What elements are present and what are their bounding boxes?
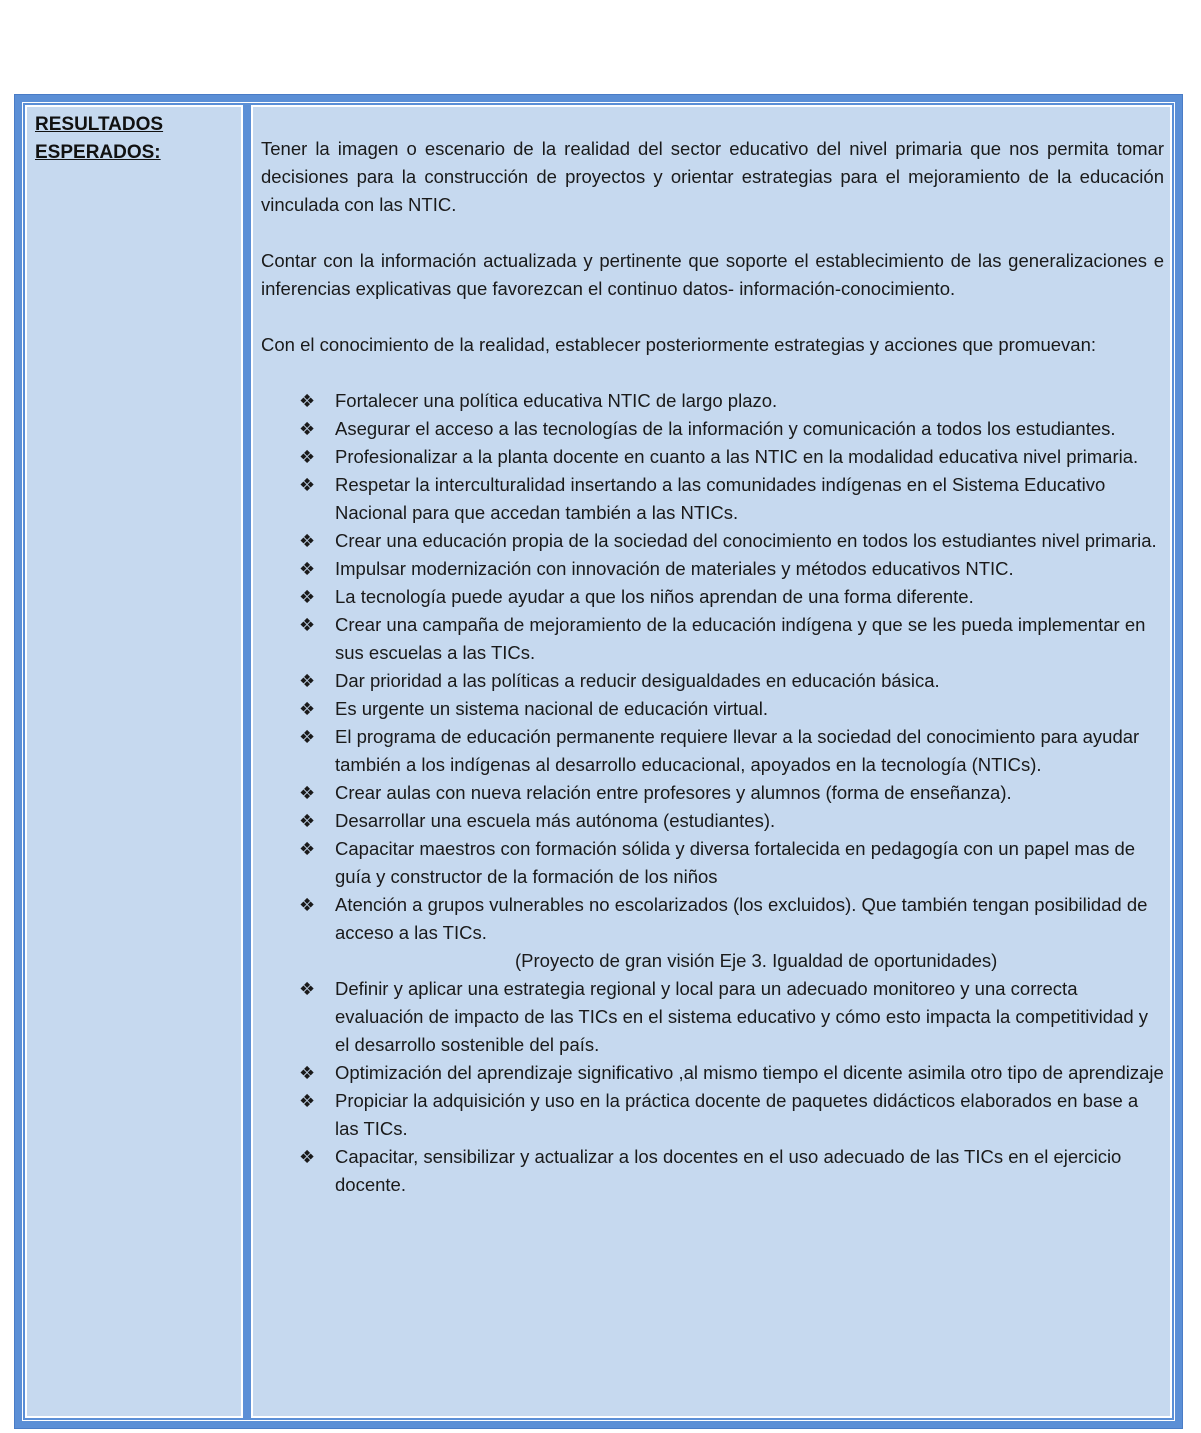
list-item	[261, 975, 1164, 1059]
section-label-line-1: RESULTADOS	[35, 114, 164, 135]
list-item	[261, 1143, 1164, 1199]
diamond-bullet-icon: ❖	[299, 531, 316, 551]
diamond-bullet-icon: ❖	[299, 419, 316, 439]
list-item	[261, 1059, 1164, 1087]
paragraph: Tener la imagen o escenario de la realidad del sector educativo del nivel primaria que nos permita tomar decisiones para la construcción de proyectos y orientar estrategias para el mejoramiento de la educación vinculada con las NTIC.	[261, 138, 1164, 215]
diamond-bullet-icon: ❖	[299, 1147, 316, 1167]
list-item	[261, 891, 1164, 975]
diamond-bullet-icon: ❖	[299, 1063, 316, 1083]
list-item-text: Definir y aplicar una estrategia regional y local para un adecuado monitoreo y una correcta evaluación de impacto de las TICs en el sistema educativo y cómo esto impacta la competitividad y el desarrollo sostenible del país.	[335, 978, 1149, 1055]
diamond-bullet-icon: ❖	[299, 895, 316, 915]
list-item	[261, 527, 1164, 555]
list-item	[261, 387, 1164, 415]
diamond-bullet-icon: ❖	[299, 811, 316, 831]
list-item	[261, 667, 1164, 695]
results-table	[14, 94, 1183, 1429]
table-inner-border	[22, 102, 1175, 1421]
list-item-text: Capacitar, sensibilizar y actualizar a los docentes en el uso adecuado de las TICs en el ejercicio docente.	[335, 1146, 1122, 1195]
content-cell	[251, 105, 1172, 1418]
section-label-line-2: ESPERADOS:	[35, 142, 161, 163]
list-item	[261, 471, 1164, 527]
diamond-bullet-icon: ❖	[299, 839, 316, 859]
list-item	[261, 555, 1164, 583]
list-item-text: Crear una campaña de mejoramiento de la educación indígena y que se les pueda implementar en sus escuelas a las TICs.	[335, 614, 1146, 663]
list-item	[261, 779, 1164, 807]
label-cell	[25, 105, 243, 1418]
paragraph: Contar con la información actualizada y pertinente que soporte el establecimiento de las generalizaciones e inferencias explicativas que favorezcan el continuo datos- información-conocimiento.	[261, 250, 1164, 299]
list-item-text: Crear una educación propia de la sociedad del conocimiento en todos los estudiantes nivel primaria.	[335, 530, 1157, 551]
list-item	[261, 415, 1164, 443]
diamond-bullet-icon: ❖	[299, 783, 316, 803]
content-body	[261, 135, 1164, 1199]
diamond-bullet-icon: ❖	[299, 559, 316, 579]
list-item-text: Propiciar la adquisición y uso en la práctica docente de paquetes didácticos elaborados en base a las TICs.	[335, 1090, 1139, 1139]
list-item	[261, 807, 1164, 835]
list-item	[261, 611, 1164, 667]
list-item	[261, 723, 1164, 779]
list-item-text: Desarrollar una escuela más autónoma (estudiantes).	[335, 810, 776, 831]
list-item-text: Respetar la interculturalidad insertando a las comunidades indígenas en el Sistema Educativo Nacional para que accedan también a las NTICs.	[335, 474, 1106, 523]
list-item-text: Crear aulas con nueva relación entre profesores y alumnos (forma de enseñanza).	[335, 782, 1012, 803]
diamond-bullet-icon: ❖	[299, 671, 316, 691]
list-item	[261, 583, 1164, 611]
diamond-bullet-icon: ❖	[299, 727, 316, 747]
diamond-bullet-icon: ❖	[299, 475, 316, 495]
list-item-text: Capacitar maestros con formación sólida y diversa fortalecida en pedagogía con un papel mas de guía y constructor de la formación de los niños	[335, 838, 1136, 887]
list-item	[261, 1087, 1164, 1143]
diamond-bullet-icon: ❖	[299, 699, 316, 719]
list-item-text: Impulsar modernización con innovación de materiales y métodos educativos NTIC.	[335, 558, 1014, 579]
diamond-bullet-icon: ❖	[299, 391, 316, 411]
list-item-text: Profesionalizar a la planta docente en cuanto a las NTIC en la modalidad educativa nivel primaria.	[335, 446, 1139, 467]
list-item-text: La tecnología puede ayudar a que los niños aprendan de una forma diferente.	[335, 586, 974, 607]
diamond-bullet-icon: ❖	[299, 615, 316, 635]
list-item-text: El programa de educación permanente requiere llevar a la sociedad del conocimiento para ayudar también a los indígenas al desarrollo educacional, apoyados en la tecnología (NTICs).	[335, 726, 1140, 775]
diamond-bullet-icon: ❖	[299, 447, 316, 467]
diamond-bullet-icon: ❖	[299, 1091, 316, 1111]
list-item-text: Asegurar el acceso a las tecnologías de la información y comunicación a todos los estudiantes.	[335, 418, 1116, 439]
diamond-bullet-icon: ❖	[299, 587, 316, 607]
list-item	[261, 695, 1164, 723]
list-item	[261, 443, 1164, 471]
diamond-bullet-icon: ❖	[299, 979, 316, 999]
list-item-text: Fortalecer una política educativa NTIC de largo plazo.	[335, 390, 778, 411]
paragraph: Con el conocimiento de la realidad, establecer posteriormente estrategias y acciones que promuevan:	[261, 334, 1097, 355]
list-item	[261, 835, 1164, 891]
project-note: (Proyecto de gran visión Eje 3. Igualdad de oportunidades)	[515, 950, 998, 971]
list-item-text: Dar prioridad a las políticas a reducir desigualdades en educación básica.	[335, 670, 940, 691]
list-item-text: Optimización del aprendizaje significativo ,al mismo tiempo el dicente asimila otro tipo de aprendizaje	[335, 1062, 1164, 1083]
list-item-text: Es urgente un sistema nacional de educación virtual.	[335, 698, 768, 719]
section-label	[35, 111, 163, 167]
list-item-text: Atención a grupos vulnerables no escolarizados (los excluidos). Que también tengan posibilidad de acceso a las TICs.	[335, 894, 1148, 943]
expected-results-list	[261, 387, 1164, 1199]
